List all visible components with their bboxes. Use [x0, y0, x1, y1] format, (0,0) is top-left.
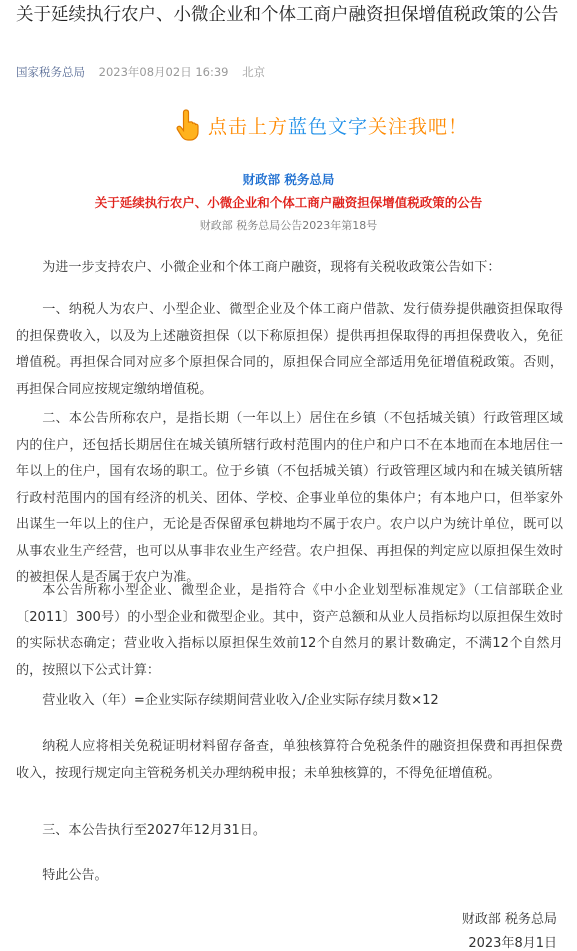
paragraph-clause-2 — [16, 406, 563, 592]
paragraph-text: 一、纳税人为农户、小型企业、微型企业及个体工商户借款、发行债券提供融资担保取得的担保费收入，以及为上述融资担保（以下称原担保）提供再担保取得的再担保费收入，免征增值税。再担保合同对应多个原担保合同的，原担保合同应全部适用免征增值税政策。否则，再担保合同应按规定缴纳增值税。 — [16, 302, 563, 397]
paragraph-records — [16, 734, 563, 787]
paragraph-clause-1 — [16, 297, 563, 403]
article-title: 关于延续执行农户、小微企业和个体工商户融资担保增值税政策的公告 — [16, 5, 559, 25]
paragraph-intro — [16, 255, 563, 282]
follow-banner — [174, 108, 468, 142]
paragraph-formula — [16, 688, 563, 715]
follow-prompt-suffix: 关注我吧！ — [368, 115, 469, 138]
paragraph-text: 本公告所称小型企业、微型企业，是指符合《中小企业划型标准规定》（工信部联企业〔2011〕300号）的小型企业和微型企业。其中，资产总额和从业人员指标均以原担保生效时的实际状态确定；营业收入指标以原担保生效前12个自然月的累计数确定，不满12个自然月的，按照以下公式计算： — [16, 583, 563, 678]
publish-time: 2023年08月02日 16:39 — [98, 65, 229, 79]
follow-prompt-highlight: 蓝色文字 — [288, 115, 369, 138]
issuing-departments: 财政部 税务总局 — [242, 172, 335, 187]
pointing-hand-icon — [174, 108, 204, 142]
paragraph-text: 二、本公告所称农户，是指长期（一年以上）居住在乡镇（不包括城关镇）行政管理区域内的住户，还包括长期居住在城关镇所辖行政村范围内的住户和户口不在本地而在本地居住一年以上的住户，国有农场的职工。位于乡镇（不包括城关镇）行政管理区域内和在城关镇所辖行政村范围内的国有经济的机关、团体、学校、企事业单位的集体户；有本地户口，但举家外出谋生一年以上的住户，无论是否保留承包耕地均不属于农户。农户以户为统计单位，既可以从事农业生产经营，也可以从事非农业生产经营。农户担保、再担保的判定应以原担保生效时的被担保人是否属于农户为准。 — [16, 411, 563, 585]
signature-date: 2023年8月1日 — [468, 936, 557, 951]
follow-prompt-prefix: 点击上方 — [208, 115, 289, 138]
paragraph-text: 三、本公告执行至2027年12月31日。 — [42, 823, 266, 838]
paragraph-closing — [16, 863, 563, 890]
paragraph-clause-3 — [16, 818, 563, 845]
follow-prompt — [208, 112, 468, 139]
article-meta — [16, 64, 265, 80]
paragraph-text: 纳税人应将相关免税证明材料留存备查，单独核算符合免税条件的融资担保费和再担保费收入，按现行规定向主管税务机关办理纳税申报；未单独核算的，不得免征增值税。 — [16, 739, 563, 781]
notice-number: 财政部 税务总局公告2023年第18号 — [199, 219, 378, 232]
publish-location: 北京 — [242, 65, 266, 79]
signature-departments: 财政部 税务总局 — [461, 912, 557, 927]
paragraph-small-enterprise — [16, 578, 563, 684]
source-account-link[interactable]: 国家税务总局 — [16, 65, 85, 79]
notice-title: 关于延续执行农户、小微企业和个体工商户融资担保增值税政策的公告 — [94, 195, 483, 210]
paragraph-text: 为进一步支持农户、小微企业和个体工商户融资，现将有关税收政策公告如下： — [42, 260, 501, 275]
paragraph-text: 营业收入（年）=企业实际存续期间营业收入/企业实际存续月数×12 — [42, 693, 439, 708]
paragraph-text: 特此公告。 — [42, 868, 108, 883]
